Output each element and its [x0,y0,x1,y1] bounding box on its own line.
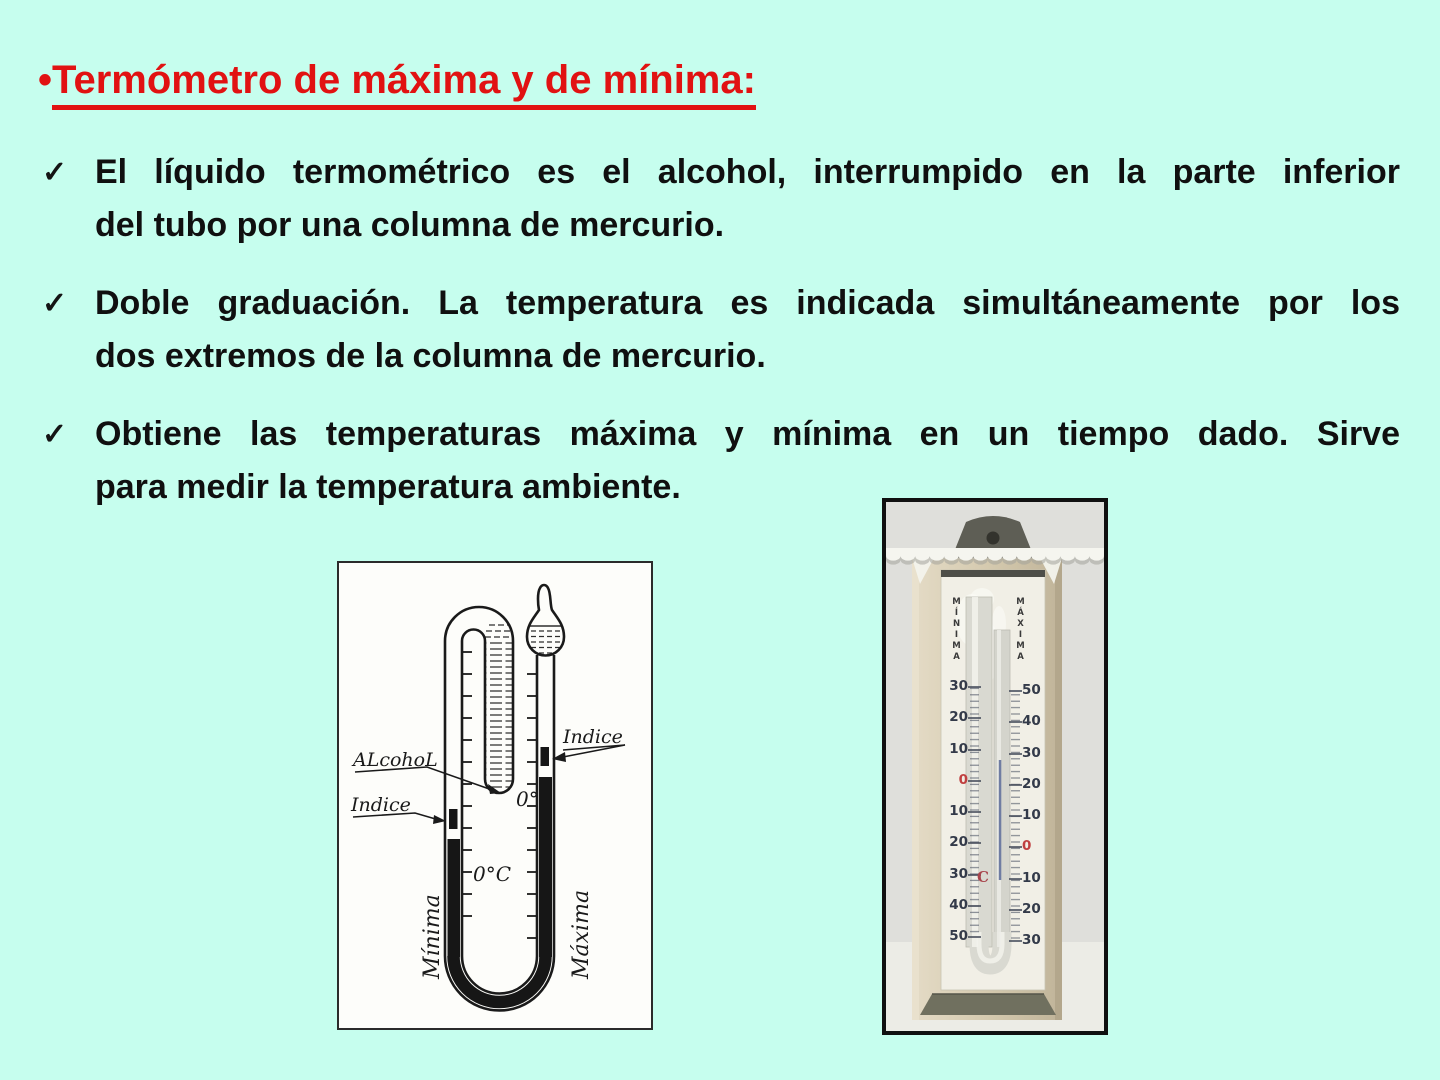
title-text: Termómetro de máxima y de mínima: [52,58,756,110]
right-glass-tube [994,630,1010,947]
bullet-3-line-1: Obtiene las temperaturas máxima y mínima en un tiempo dado. Sirve [95,415,1400,453]
maxima-scale-numbers: 50 40 30 20 10 0 10 20 30 [1022,682,1041,948]
bullet-1-line-2: del tubo por una columna de mercurio. [95,206,725,244]
bullet-item-3 [42,408,1400,514]
mercury-thread [999,760,1002,880]
minima-scale-label: MÍNIMA [951,597,962,663]
maxima-scale-label: MÁXIMA [1015,597,1026,663]
indice-right-label: Indice [563,726,623,748]
scalloped-edge [886,548,1104,565]
index-marker-max [541,747,550,766]
checkmark-icon: ✓ [42,418,68,451]
alcohol-label: ALcohoL [353,749,438,771]
bullet-item-1 [42,146,1400,252]
page-title [38,55,756,105]
checkmark-icon: ✓ [42,156,68,189]
bullet-item-2 [42,277,1400,383]
thermometer-photo-graphics [886,502,1104,1031]
zero-label: 0° [516,787,539,811]
utube-diagram-svg [339,563,651,1028]
bullet-2-line-2: dos extremos de la columna de mercurio. [95,337,766,375]
card-top-shadow [941,570,1045,577]
minima-label: Mínima [420,894,445,979]
indice-left-label: Indice [351,794,411,816]
title-bullet: • [38,58,53,102]
zero-c-label: 0°C [473,862,512,886]
celsius-mark: C [977,868,989,886]
utube-thermometer-diagram [337,561,653,1030]
maxima-label: Máxima [569,889,594,979]
bullet-2-line-1: Doble graduación. La temperatura es indicada simultáneamente por los [95,284,1400,322]
bullet-1-line-1: El líquido termométrico es el alcohol, interrumpido en la parte inferior [95,153,1400,191]
minima-scale-numbers: 30 20 10 0 10 20 30 40 50 [949,678,968,944]
bullet-3-line-2: para medir la temperatura ambiente. [95,468,681,506]
index-marker-min [449,809,458,829]
bottom-shelf [920,994,1056,1015]
checkmark-icon: ✓ [42,287,68,320]
thermometer-photo [882,498,1108,1035]
bullet-list [42,146,1400,539]
